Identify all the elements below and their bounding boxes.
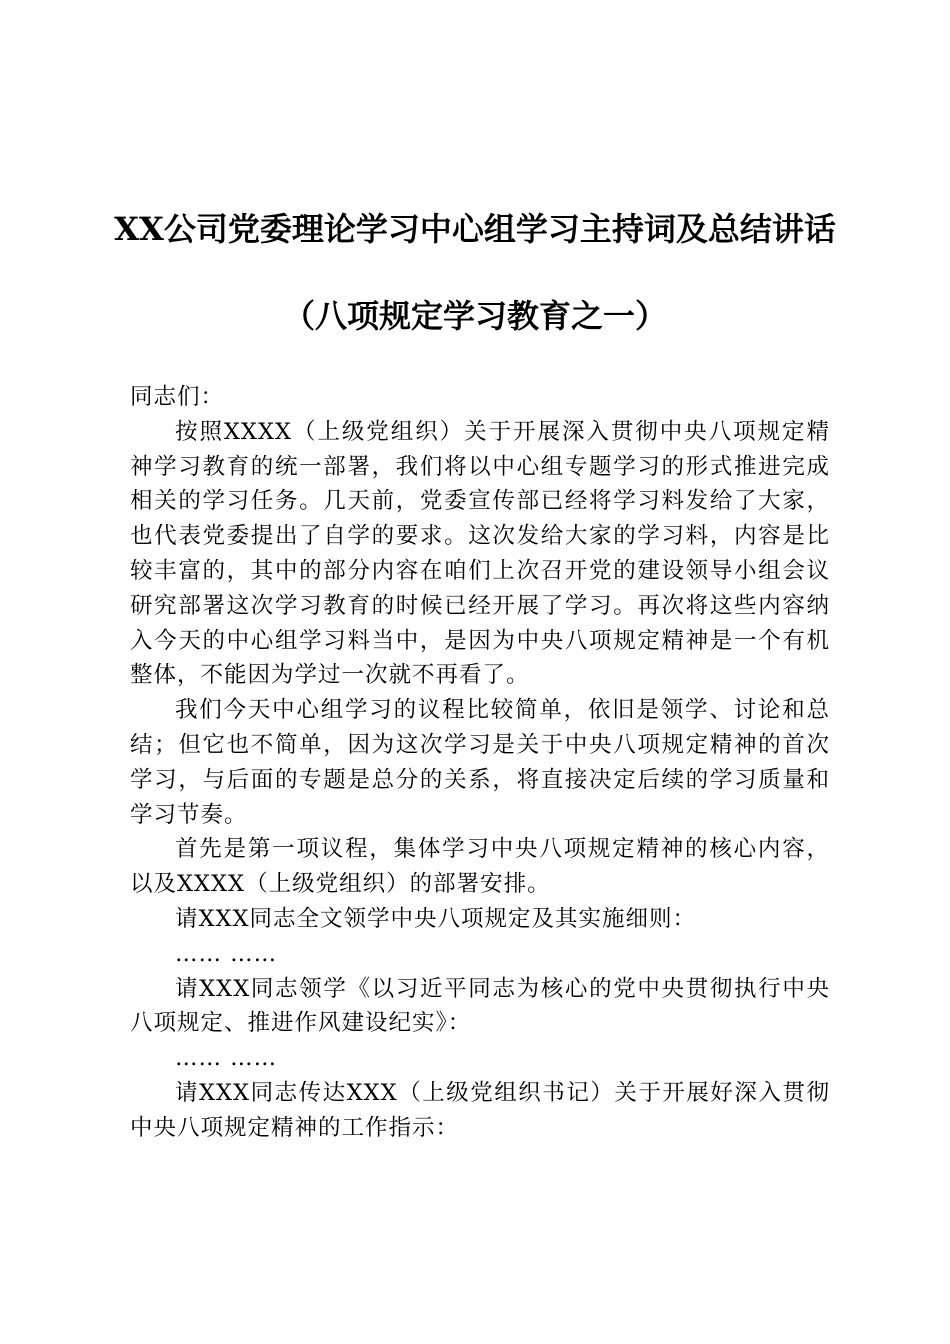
paragraph-intro: 按照XXXX（上级党组织）关于开展深入贯彻中央八项规定精神学习教育的统一部署，我们将以中心组专题学习的形式推进完成相关的学习任务。几天前，党委宣传部已经将学习料发给了大家，也代表党委提出了自学的要求。这次发给大家的学习料，内容是比较丰富的，其中的部分内容在咱们上次召开党的建设领导小组会议研究部署这次学习教育的时候已经开展了学习。再次将这些内容纳入今天的中心组学习料当中，是因为中央八项规定精神是一个有机整体，不能因为学过一次就不再看了。 — [130, 418, 830, 689]
salutation: 同志们： — [130, 384, 225, 410]
paragraph-lead-study-1: 请XXX同志全文领学中央八项规定及其实施细则： — [175, 905, 697, 932]
paragraph-agenda: 我们今天中心组学习的议程比较简单，依旧是领学、讨论和总结；但它也不简单，因为这次学习是关于中央八项规定精神的首次学习，与后面的专题是总分的关系，将直接决定后续的学习质量和学习节奏。 — [130, 697, 830, 828]
document-body — [130, 380, 830, 1146]
paragraph-first-item: 首先是第一项议程，集体学习中央八项规定精神的核心内容，以及XXXX（上级党组织）的部署安排。 — [130, 836, 830, 898]
paragraph-convey-instructions: 请XXX同志传达XXX（上级党组织书记）关于开展好深入贯彻中央八项规定精神的工作指示： — [130, 1079, 830, 1141]
ellipsis-2: …… …… — [175, 1045, 278, 1072]
ellipsis-1: …… …… — [175, 940, 278, 967]
document-title: XX公司党委理论学习中心组学习主持词及总结讲话（八项规定学习教育之一） — [114, 210, 836, 335]
paragraph-lead-study-2: 请XXX同志领学《以习近平同志为核心的党中央贯彻执行中央八项规定、推进作风建设纪实》： — [130, 975, 830, 1037]
